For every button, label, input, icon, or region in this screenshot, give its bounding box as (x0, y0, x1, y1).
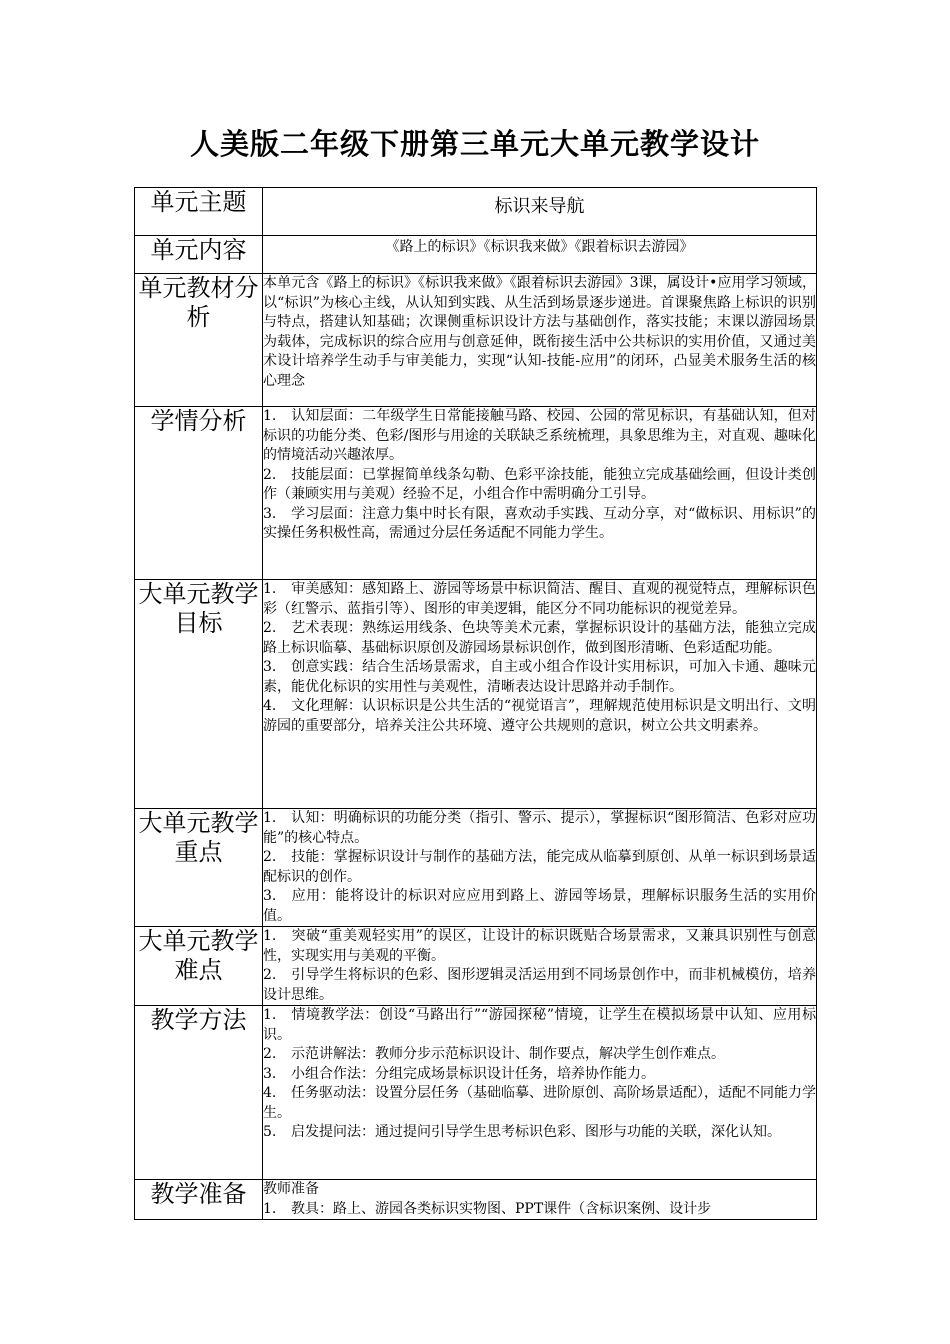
row-unit-content (135, 236, 817, 274)
item-number: 4. (263, 1085, 277, 1101)
row-unit-theme (135, 188, 817, 236)
list-item (263, 697, 816, 736)
row-teaching-methods (135, 1006, 817, 1180)
item-text: 情境教学法：创设“马路出行”“游园探秘”情境，让学生在模拟场景中认知、应用标识。 (263, 1007, 816, 1043)
value-teaching-preparation (263, 1180, 817, 1220)
item-text: 示范讲解法：教师分步示范标识设计、制作要点，解决学生创作难点。 (291, 1046, 725, 1062)
value-teaching-methods (263, 1006, 817, 1180)
item-number: 1. (263, 1200, 277, 1217)
label-teaching-preparation: 教学准备 (135, 1180, 263, 1220)
item-number: 1. (263, 810, 277, 826)
item-text: 艺术表现：熟练运用线条、色块等美术元素，掌握标识设计的基础方法，能独立完成路上标识临摹、基础标识原创及游园场景标识创作，做到图形清晰、色彩适配功能。 (263, 620, 816, 656)
item-number: 3. (263, 888, 277, 904)
row-teaching-preparation (135, 1180, 817, 1220)
label-student-analysis: 学情分析 (135, 407, 263, 580)
value-unit-content: 《路上的标识》《标识我来做》《跟着标识去游园》 (263, 236, 817, 274)
list-item (263, 809, 816, 848)
list-item (263, 966, 816, 1005)
list-item (263, 658, 816, 697)
label-material-analysis: 单元教材分析 (135, 274, 263, 407)
item-number: 2. (263, 466, 277, 483)
list-item (263, 1084, 816, 1123)
label-teaching-key-points: 大单元教学重点 (135, 809, 263, 927)
item-text: 学习层面：注意力集中时长有限，喜欢动手实践、互动分享，对“做标识、用标识”的实操任务积极性高，需通过分层任务适配不同能力学生。 (263, 505, 816, 541)
item-text: 教具：路上、游园各类标识实物图、PPT课件（含标识案例、设计步 (291, 1200, 712, 1217)
list-item (263, 407, 816, 466)
row-student-analysis (135, 407, 817, 580)
page-title: 人美版二年级下册第三单元大单元教学设计 (189, 127, 760, 161)
item-text: 引导学生将标识的色彩、图形逻辑灵活运用到不同场景创作中，而非机械模仿，培养设计思维。 (263, 967, 816, 1003)
row-material-analysis (135, 274, 817, 407)
item-text: 突破“重美观轻实用”的误区，让设计的标识既贴合场景需求，又兼具识别性与创意性，实现实用与美观的平衡。 (263, 928, 816, 964)
label-unit-theme: 单元主题 (135, 188, 263, 236)
item-text: 认知层面：二年级学生日常能接触马路、校园、公园的常见标识，有基础认知，但对标识的功能分类、色彩/图形与用途的关联缺乏系统梳理，具象思维为主，对直观、趣味化的情境活动兴趣浓厚。 (263, 408, 816, 463)
item-number: 3. (263, 1065, 277, 1082)
item-text: 文化理解：认识标识是公共生活的“视觉语言”，理解规范使用标识是文明出行、文明游园的重要部分，培养关注公共环境、遵守公共规则的意识，树立公共文明素养。 (263, 698, 816, 734)
item-text: 小组合作法：分组完成场景标识设计任务，培养协作能力。 (291, 1065, 655, 1082)
label-unit-content: 单元内容 (135, 236, 263, 274)
list-item (263, 619, 816, 658)
list-item (263, 505, 816, 544)
item-text: 创意实践：结合生活场景需求，自主或小组合作设计实用标识，可加入卡通、趣味元素，能优化标识的实用性与美观性，清晰表达设计思路并动手制作。 (263, 659, 816, 695)
item-number: 2. (263, 849, 277, 865)
row-teaching-goals (135, 580, 817, 809)
prep-heading: 教师准备 (263, 1181, 319, 1197)
list-item (263, 848, 816, 887)
label-teaching-difficulties: 大单元教学难点 (135, 927, 263, 1006)
item-number: 2. (263, 967, 277, 983)
label-teaching-goals: 大单元教学目标 (135, 580, 263, 809)
value-teaching-key-points (263, 809, 817, 927)
list-item (263, 1065, 816, 1085)
row-teaching-key-points (135, 809, 817, 927)
item-number: 4. (263, 698, 277, 714)
item-text: 应用：能将设计的标识对应应用到路上、游园等场景，理解标识服务生活的实用价值。 (263, 888, 816, 924)
item-text: 技能：掌握标识设计与制作的基础方法，能完成从临摹到原创、从单一标识到场景适配标识的创作。 (263, 849, 816, 885)
list-item (263, 1123, 816, 1143)
item-number: 1. (263, 581, 277, 597)
item-number: 3. (263, 505, 277, 522)
row-teaching-difficulties (135, 927, 817, 1006)
list-item (263, 466, 816, 505)
list-item (263, 887, 816, 926)
list-item (263, 1200, 816, 1220)
item-text: 任务驱动法：设置分层任务（基础临摹、进阶原创、高阶场景适配），适配不同能力学生。 (263, 1085, 816, 1121)
item-text: 启发提问法：通过提问引导学生思考标识色彩、图形与功能的关联，深化认知。 (291, 1124, 781, 1140)
value-student-analysis (263, 407, 817, 580)
value-teaching-goals (263, 580, 817, 809)
value-teaching-difficulties (263, 927, 817, 1006)
item-number: 1. (263, 408, 277, 424)
list-item (263, 580, 816, 619)
item-number: 5. (263, 1124, 277, 1140)
item-number: 2. (263, 1046, 277, 1062)
item-number: 1. (263, 1007, 277, 1023)
list-item (263, 1006, 816, 1045)
value-unit-theme: 标识来导航 (263, 188, 817, 236)
item-number: 1. (263, 928, 277, 944)
label-teaching-methods: 教学方法 (135, 1006, 263, 1180)
item-number: 2. (263, 620, 277, 636)
item-text: 审美感知：感知路上、游园等场景中标识简洁、醒目、直观的视觉特点，理解标识色彩（红警示、蓝指引等）、图形的审美逻辑，能区分不同功能标识的视觉差异。 (263, 581, 816, 617)
list-item (263, 1045, 816, 1065)
value-material-analysis: 本单元含《路上的标识》《标识我来做》《跟着标识去游园》3课，属设计•应用学习领域，以“标识”为核心主线，从认知到实践、从生活到场景逐步递进。首课聚焦路上标识的识别与特点，搭建认知基础；次课侧重标识设计方法与基础创作，落实技能；末课以游园场景为载体，完成标识的综合应用与创意延伸，既衔接生活中公共标识的实用价值，又通过美术设计培养学生动手与审美能力，实现“认知-技能-应用”的闭环，凸显美术服务生活的核心理念 (263, 274, 817, 407)
item-text: 技能层面：已掌握简单线条勾勒、色彩平涂技能，能独立完成基础绘画，但设计类创作（兼顾实用与美观）经验不足，小组合作中需明确分工引导。 (263, 466, 816, 502)
item-number: 3. (263, 659, 277, 675)
lesson-plan-table (134, 187, 817, 1220)
list-item (263, 927, 816, 966)
item-text: 认知：明确标识的功能分类（指引、警示、提示），掌握标识“图形简洁、色彩对应功能”的核心特点。 (263, 810, 816, 846)
